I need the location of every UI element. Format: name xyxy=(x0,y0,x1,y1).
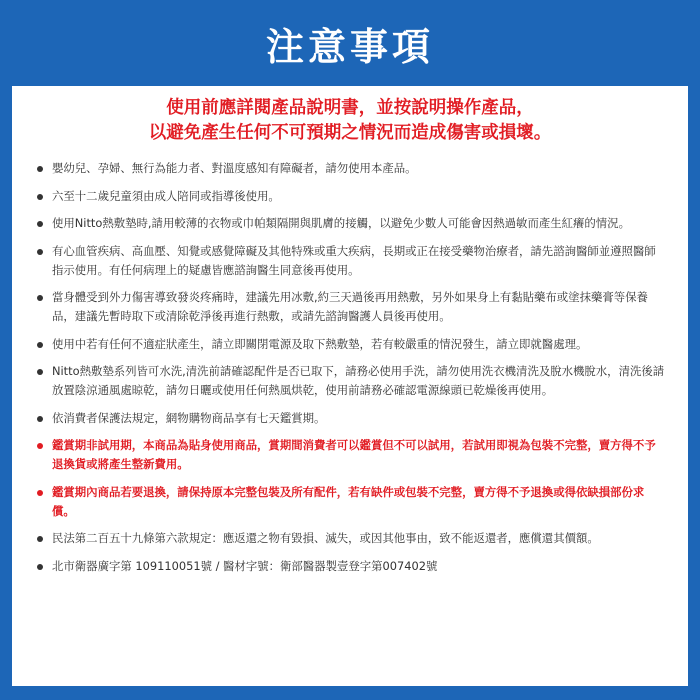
note-item xyxy=(34,159,666,178)
note-item xyxy=(34,362,666,400)
bullet-icon xyxy=(37,443,43,449)
notes-list xyxy=(34,159,666,576)
note-text: 依消費者保護法規定，網物購物商品享有七天鑑賞期。 xyxy=(52,410,326,425)
bullet-icon xyxy=(37,490,43,496)
note-text: 嬰幼兒、孕婦、無行為能力者、對溫度感知有障礙者，請勿使用本產品。 xyxy=(52,161,417,175)
bullet-icon xyxy=(37,194,43,200)
note-item xyxy=(34,288,666,326)
warning-headline-line-2: 以避免產生任何不可預期之情況而造成傷害或損壞。 xyxy=(148,123,552,143)
notice-panel xyxy=(12,86,688,686)
bullet-icon xyxy=(37,342,43,348)
note-item xyxy=(34,214,666,233)
bullet-icon xyxy=(37,369,43,375)
note-item xyxy=(34,187,666,206)
note-text: 使用Nitto熱敷墊時,請用較薄的衣物或巾帕類隔開與肌膚的接觸，以避免少數人可能會因熱過敏而產生紅癢的情況。 xyxy=(52,216,630,230)
note-text: 當身體受到外力傷害導致發炎疼痛時，建議先用冰敷,約三天過後再用熱敷，另外如果身上有黏貼藥布或塗抹藥膏等保養品，建議先暫時取下或清除乾淨後再進行熱敷，或請先諮詢醫護人員後再使用。 xyxy=(52,290,648,323)
note-item xyxy=(34,529,666,548)
bullet-icon xyxy=(37,166,43,172)
bullet-icon xyxy=(37,249,43,255)
note-text: 鑑賞期內商品若要退換，請保持原本完整包裝及所有配件，若有缺件或包裝不完整，賣方得不予退換或得依缺損部份求償。 xyxy=(52,484,645,518)
bullet-icon xyxy=(37,221,43,227)
note-item xyxy=(34,242,666,280)
note-item xyxy=(34,409,666,428)
bullet-icon xyxy=(37,295,43,301)
note-item-warning xyxy=(34,436,666,474)
note-text: 六至十二歲兒童須由成人陪同或指導後使用。 xyxy=(52,188,280,203)
note-text: 民法第二百五十九條第六款規定：應返還之物有毀損、滅失，或因其他事由，致不能返還者，應償還其價額。 xyxy=(52,531,599,545)
note-text: 使用中若有任何不適症狀產生，請立即關閉電源及取下熱敷墊，若有較嚴重的情況發生，請立即就醫處理。 xyxy=(52,336,588,351)
note-text: 北市衛器廣字第 109110051號 / 醫材字號：衛部醫器製壹登字第007402號 xyxy=(52,558,438,573)
bullet-icon xyxy=(37,416,43,422)
note-item xyxy=(34,335,666,354)
note-item-license xyxy=(34,557,666,576)
bullet-icon xyxy=(37,564,43,570)
warning-headline-line-1: 使用前應詳閱產品說明書，並按說明操作產品， xyxy=(166,98,534,118)
warning-headline xyxy=(34,96,666,146)
note-text: 鑑賞期非試用期，本商品為貼身使用商品，賞期間消費者可以鑑賞但不可以試用，若試用即視為包裝不完整，賣方得不予退換貨或將產生整新費用。 xyxy=(52,438,656,471)
bullet-icon xyxy=(37,536,43,542)
notice-title: 注意事項 xyxy=(265,24,434,69)
note-text: 有心血管疾病、高血壓、知覺或感覺障礙及其他特殊或重大疾病，長期或正在接受藥物治療者，請先諮詢醫師並遵照醫師指示使用。有任何病理上的疑慮皆應諮詢醫生同意後再使用。 xyxy=(52,243,656,277)
note-item-warning xyxy=(34,483,666,521)
note-text: Nitto熱敷墊系列皆可水洗,清洗前請確認配件是否已取下，請務必使用手洗，請勿使用洗衣機清洗及脫水機脫水，清洗後請放置陰涼通風處晾乾，請勿日曬或使用任何熱風烘乾，使用前請務必確認電源線頭已乾燥後再使用。 xyxy=(52,364,665,397)
